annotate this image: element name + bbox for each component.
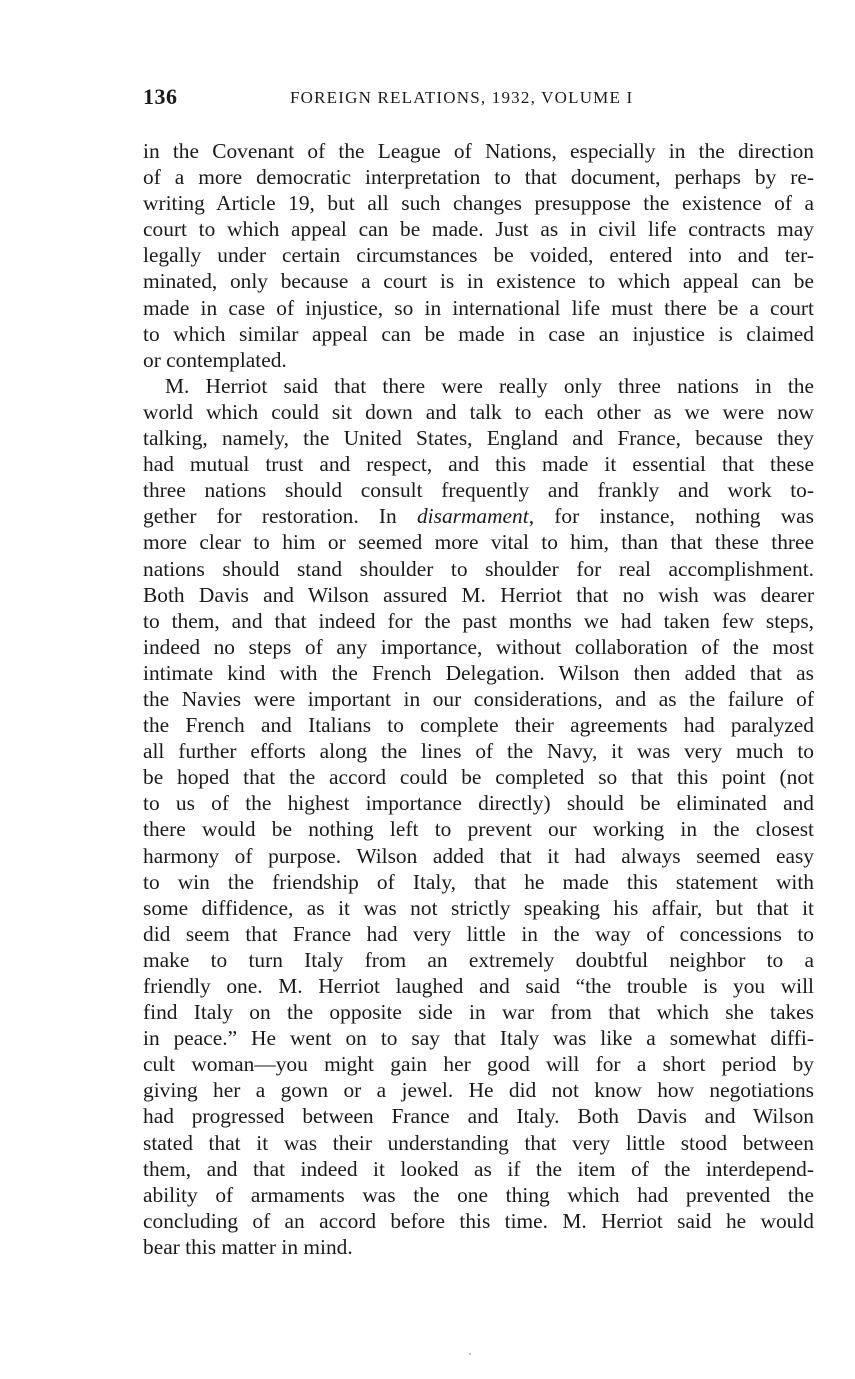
paragraph-1 bbox=[143, 138, 814, 373]
text-line: nations should stand shoulder to shoulder for real accomplishment. bbox=[143, 556, 814, 581]
paragraph-2 bbox=[143, 373, 814, 1260]
text-line: of a more democratic interpretation to that document, perhaps by re- bbox=[143, 165, 814, 190]
text-line: concluding of an accord before this time. M. Herriot said he would bbox=[143, 1208, 814, 1233]
text-line: legally under certain circumstances be voided, entered into and ter- bbox=[143, 243, 814, 268]
running-head: FOREIGN RELATIONS, 1932, VOLUME I bbox=[290, 88, 634, 107]
text-line-with-emphasis bbox=[143, 503, 814, 529]
text-line: stated that it was their understanding that very little stood between bbox=[143, 1130, 814, 1155]
text-line: Both Davis and Wilson assured M. Herriot that no wish was dearer bbox=[143, 582, 814, 607]
text-line: find Italy on the opposite side in war from that which she takes bbox=[143, 1000, 814, 1025]
text-line: M. Herriot said that there were really only three nations in the bbox=[165, 373, 814, 398]
text-line: world which could sit down and talk to each other as we were now bbox=[143, 399, 814, 424]
text-line: there would be nothing left to prevent our working in the closest bbox=[143, 817, 814, 842]
text-fragment: , for instance, nothing was bbox=[528, 504, 814, 529]
text-line: in peace.” He went on to say that Italy was like a somewhat diffi- bbox=[143, 1026, 814, 1051]
text-line: indeed no steps of any importance, without collaboration of the most bbox=[143, 634, 814, 659]
text-line: to which similar appeal can be made in case an injustice is claimed bbox=[143, 321, 814, 346]
text-line: giving her a gown or a jewel. He did not know how negotiations bbox=[143, 1078, 814, 1103]
text-line: be hoped that the accord could be completed so that this point (not bbox=[143, 765, 814, 790]
text-line: intimate kind with the French Delegation. Wilson then added that as bbox=[143, 660, 814, 685]
page-number: 136 bbox=[143, 84, 178, 109]
text-line: the Navies were important in our considerations, and as the failure of bbox=[143, 686, 814, 711]
text-line: them, and that indeed it looked as if the item of the interdepend- bbox=[143, 1156, 814, 1181]
text-line: writing Article 19, but all such changes presuppose the existence of a bbox=[143, 191, 814, 216]
text-line: talking, namely, the United States, England and France, because they bbox=[143, 426, 814, 451]
text-line: friendly one. M. Herriot laughed and said “the trouble is you will bbox=[143, 974, 814, 998]
text-line: to win the friendship of Italy, that he made this statement with bbox=[143, 869, 814, 894]
text-line: the French and Italians to complete their agreements had paralyzed bbox=[143, 713, 814, 738]
page-header bbox=[143, 84, 814, 114]
text-line: made in case of injustice, so in international life must there be a court bbox=[143, 295, 814, 320]
text-line: had progressed between France and Italy. Both Davis and Wilson bbox=[143, 1104, 814, 1129]
text-line: or contemplated. bbox=[143, 347, 287, 372]
text-line: court to which appeal can be made. Just as in civil life contracts may bbox=[143, 217, 814, 242]
text-line: make to turn Italy from an extremely doubtful neighbor to a bbox=[143, 947, 814, 972]
text-line: all further efforts along the lines of the Navy, it was very much to bbox=[143, 739, 814, 764]
text-line: to us of the highest importance directly) should be eliminated and bbox=[143, 791, 814, 816]
text-line: some diffidence, as it was not strictly speaking his affair, but that it bbox=[143, 895, 814, 920]
text-line: three nations should consult frequently and frankly and work to- bbox=[143, 478, 814, 503]
text-line: harmony of purpose. Wilson added that it had always seemed easy bbox=[143, 843, 814, 868]
scan-speck bbox=[469, 1353, 471, 1355]
document-body bbox=[143, 138, 814, 1260]
text-line: more clear to him or seemed more vital to him, than that these three bbox=[143, 530, 814, 555]
text-line: minated, only because a court is in existence to which appeal can be bbox=[143, 269, 814, 294]
text-line: ability of armaments was the one thing which had prevented the bbox=[143, 1182, 814, 1207]
text-line: bear this matter in mind. bbox=[143, 1234, 353, 1259]
text-line: did seem that France had very little in the way of concessions to bbox=[143, 921, 814, 946]
text-line: cult woman—you might gain her good will for a short period by bbox=[143, 1052, 814, 1077]
text-line: to them, and that indeed for the past months we had taken few steps, bbox=[143, 608, 814, 633]
emphasized-word: disarmament bbox=[416, 504, 529, 529]
text-fragment: gether for restoration. In bbox=[143, 504, 417, 529]
text-line: had mutual trust and respect, and this made it essential that these bbox=[143, 452, 814, 477]
text-line: in the Covenant of the League of Nations, especially in the direction bbox=[143, 139, 814, 163]
